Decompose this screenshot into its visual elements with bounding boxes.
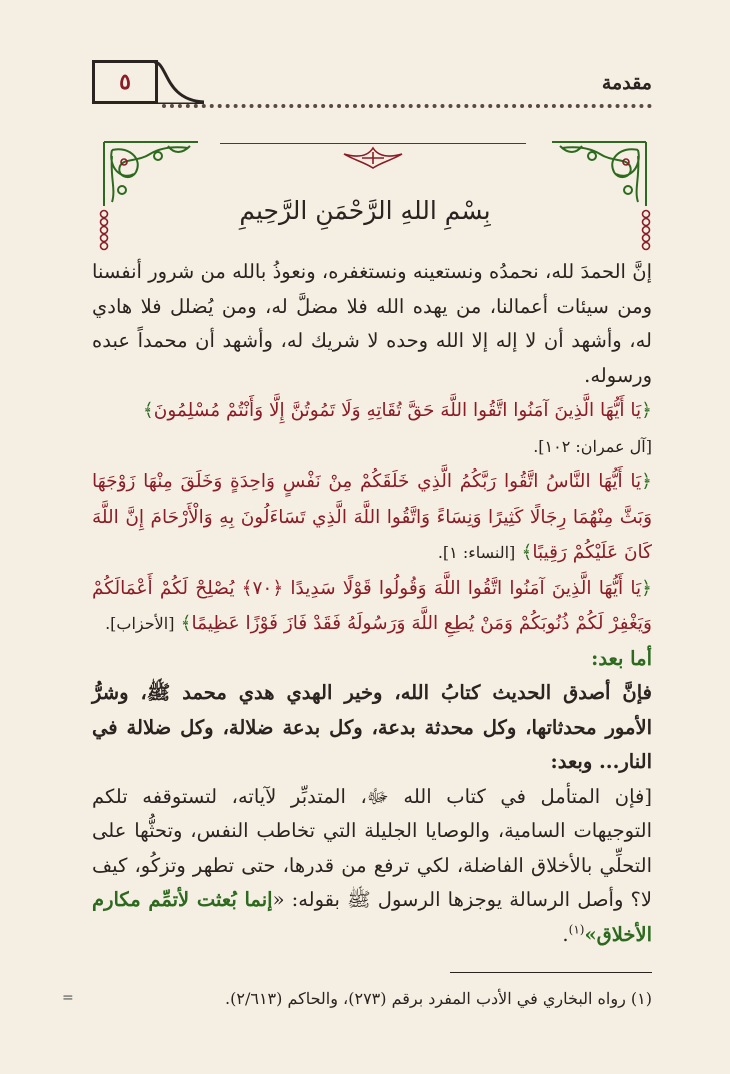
hadith-quote: إنما بُعثت لأتمِّم مكارم الأخلاق — [92, 888, 652, 946]
verse-block-3 — [92, 571, 652, 642]
section-title: مقدمة — [601, 72, 652, 94]
footnote-ref: (١) — [568, 922, 585, 936]
center-ornament-icon — [338, 146, 408, 170]
quran-verse-2: ﴿يَا أَيُّهَا النَّاسُ اتَّقُوا رَبَّكُمُ الَّذِي خَلَقَكُمْ مِنْ نَفْسٍ وَاحِدَةٍ وَخَلَقَ مِنْهَا زَوْجَهَا وَبَثَّ مِنْهُمَا رِجَالًا كَثِيرًا وَنِسَاءً وَاتَّقُوا اللَّهَ الَّذِي تَسَاءَلُونَ بِهِ وَالْأَرْحَامَ إِنَّ اللَّهَ كَانَ عَلَيْكُمْ رَقِيبًا﴾ — [92, 471, 652, 563]
quran-verse-3: ﴿يَا أَيُّهَا الَّذِينَ آمَنُوا اتَّقُوا اللَّهَ وَقُولُوا قَوْلًا سَدِيدًا ﴿٧٠﴾ يُصْلِحْ لَكُمْ أَعْمَالَكُمْ وَيَغْفِرْ لَكُمْ ذُنُوبَكُمْ وَمَنْ يُطِعِ اللَّهَ وَرَسُولَهُ فَقَدْ فَازَ فَوْزًا عَظِيمًا﴾ — [92, 577, 652, 634]
header-dotted-rule — [162, 104, 652, 108]
running-header — [92, 60, 652, 108]
top-ornament-rule — [220, 143, 526, 144]
verse-block-1 — [92, 393, 652, 429]
footnote: (١) رواه البخاري في الأدب المفرد برقم (٢٧٣)، والحاكم (٢/٦١٣). — [225, 989, 652, 1008]
verse-ref-2: [النساء: ١]. — [437, 543, 516, 562]
footnote-continuation-mark: = — [62, 990, 74, 1006]
main-text — [92, 255, 652, 952]
closing-paragraph: [فإن المتأمل في كتاب الله ﷻ، المتدبِّر لآياته، لتستوقفه تلكم التوجيهات السامية، والوصايا الجليلة التي تخاطب النفس، وتحثُّها على التحلِّي بالأخلاق الفاضلة، لكي ترفع من قدرها، حتى تطهر وتزكُو، كيف لا؟ وأصل الرسالة يوجزها الرسول ﷺ بقوله: «إنما بُعثت لأتمِّم مكارم الأخلاق»$^{(١)}$. — [92, 784, 652, 946]
corner-ornament-right-icon — [540, 136, 652, 252]
quran-verse-1: ﴿يَا أَيُّهَا الَّذِينَ آمَنُوا اتَّقُوا اللَّهَ حَقَّ تُقَاتِهِ وَلَا تَمُوتُنَّ إِلَّا وَأَنْتُمْ مُسْلِمُونَ﴾ — [142, 400, 652, 421]
verse-ref-1-line — [92, 429, 652, 465]
footnote-rule — [450, 972, 652, 973]
page-number-box — [92, 60, 158, 104]
verse-ref-3: [الأحزاب]. — [105, 614, 175, 633]
verse-ref-1: [آل عمران: ١٠٢]. — [533, 436, 652, 456]
basmala: بِسْمِ اللهِ الرَّحْمَنِ الرَّحِيمِ — [239, 196, 491, 225]
amma-bad-heading: أما بعد: — [591, 646, 652, 670]
hadith-paragraph: فإنَّ أصدق الحديث كتابُ الله، وخير الهدي هدي محمد ﷺ، وشرُّ الأمور محدثاتها، وكل محدثة بدعة، وكل بدعة ضلالة، وكل ضلالة في النار... وبعد: — [92, 681, 652, 773]
verse-block-2 — [92, 464, 652, 571]
opening-paragraph: إنَّ الحمدَ لله، نحمدُه ونستعينه ونستغفره، ونعوذُ بالله من شرور أنفسنا ومن سيئات أعمالنا، من يهده الله فلا مضلَّ له، ومن يُضلل فلا هادي له، وأشهد أن لا إله إلا الله وحده لا شريك له، وأشهد أن محمداً عبده ورسوله. — [92, 260, 652, 387]
corner-ornament-left-icon — [98, 136, 208, 252]
header-flourish-icon — [154, 60, 204, 104]
page-number: ٥ — [119, 69, 131, 95]
